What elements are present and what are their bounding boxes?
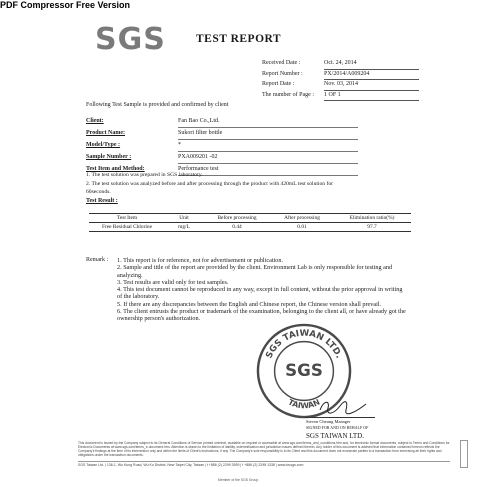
seal-bottom-text: TAIWAN	[286, 397, 322, 411]
table-cell: 97.7	[333, 223, 411, 232]
note-line: 1. The test solution was prepared in SGS laboratory.	[86, 172, 203, 178]
watermark-banner: PDF Compressor Free Version	[0, 0, 131, 10]
column-header: After processing	[271, 214, 333, 223]
meta-value: Nov. 03, 2014	[324, 80, 419, 91]
field-label: Test Item and Method:	[86, 166, 145, 172]
remarks-list	[117, 257, 407, 323]
signature-line	[305, 417, 375, 418]
remark-item: 6. The client entrusts the product or trademark of the examination, belonging to the client all, or have already got the ownership person's authorization.	[117, 308, 406, 323]
column-header: Test Item	[89, 214, 165, 223]
field-value: Sukori filter bottle	[178, 128, 358, 140]
side-barcode	[460, 440, 468, 468]
field-row	[86, 140, 358, 152]
remark-label: Remark :	[86, 257, 109, 263]
field-value: PXA009201 -02	[178, 152, 358, 164]
field-value: *	[178, 140, 358, 152]
field-row	[86, 128, 358, 140]
member-of-group: Member of the SGS Group	[218, 478, 259, 482]
meta-row	[262, 70, 419, 81]
svg-text:TAIWAN	[287, 397, 322, 410]
report-title: TEST REPORT	[196, 33, 282, 45]
meta-label: Report Number :	[262, 70, 303, 77]
remark-item: 1. This report is for reference, not for advertisement or publication.	[117, 257, 284, 264]
field-label: Client:	[86, 118, 104, 124]
meta-row	[262, 80, 419, 91]
field-label: Model/Type :	[86, 142, 121, 148]
result-table	[89, 213, 411, 232]
signatory-name: Steven Cheung Manager	[306, 419, 351, 424]
column-header: Elimination ratio(%)	[333, 214, 411, 223]
meta-value: PX/2014/A009204	[324, 70, 419, 81]
seal-top-text: SGS TAIWAN LTD.	[264, 328, 344, 361]
test-notes	[86, 171, 386, 197]
signature-mark	[318, 398, 368, 416]
field-value: Performance test	[178, 164, 358, 176]
table-header-row	[89, 214, 411, 223]
table-cell: Free Residual Chlorine	[89, 223, 165, 232]
meta-row	[262, 91, 419, 102]
column-header: Unit	[165, 214, 203, 223]
table-cell: 0.01	[271, 223, 333, 232]
table-cell: mg/L	[165, 223, 203, 232]
seal-center-text: SGS	[285, 360, 323, 380]
field-label: Product Name:	[86, 130, 126, 136]
field-label: Sample Number :	[86, 154, 132, 160]
meta-value: 1 OF 1	[324, 91, 419, 102]
report-meta	[262, 59, 419, 101]
field-row	[86, 152, 358, 164]
remark-item: 2. Sample and title of the report are provided by the client. Environment Lab is only responsible for testing and analyzing.	[117, 264, 393, 279]
meta-label: The number of Page :	[262, 91, 314, 98]
legal-fineprint: This document is issued by the Company subject to its General Conditions of Service printed overleaf, available on request or accessible at www.sgs.com/terms_and_conditions.htm and, for electronic format documents, subject to Terms and Conditions for Electronic Documents at www.sgs.com/terms_e-document.htm. Attention is drawn to the limitation of liability, indemnification and jurisdiction issues defined therein. Any holder of this document is advised that information contained hereon reflects the Company's findings at the time of its intervention only and within the limits of Client's instructions, if any. The Company's sole responsibility is to its Client and this document does not exonerate parties to a transaction from exercising all their rights and obligations under the transaction documents.	[78, 441, 450, 457]
sgs-logo: SGS	[95, 22, 166, 57]
table-cell: 0.44	[203, 223, 271, 232]
remark-item: 4. This test document cannot be reproduced in any way, except in full content, without the prior approval in writing of the laboratory.	[117, 286, 403, 301]
sample-fields	[86, 116, 358, 176]
meta-label: Received Date :	[262, 60, 301, 66]
note-line: 2. The test solution was analyzed before and after processing through the product with 420mL test solution for	[86, 180, 333, 187]
intro-text: Following Test Sample is provided and confirmed by client	[86, 102, 229, 108]
meta-value: Oct. 24, 2014	[324, 59, 419, 70]
signatory-company: SGS TAIWAN LTD.	[306, 432, 364, 440]
company-footer: SGS Taiwan Ltd. | 136-1, Wu Kung Road, Wu Ku District, New Taipei City, Taiwan | t +886 (2) 2299 3939 | f +886 (2) 2298 1338 | www.tw.sgs.com	[78, 461, 450, 467]
table-row	[89, 223, 411, 232]
result-heading: Test Result :	[86, 198, 118, 204]
field-row	[86, 116, 358, 128]
meta-row	[262, 59, 419, 70]
field-value: Fan Bao Co.,Ltd.	[178, 116, 358, 128]
remark-item: 5. If there are any discrepancies between the English and Chinese report, the Chinese version shall prevail.	[117, 300, 382, 308]
note-line: 60seconds.	[86, 189, 111, 195]
signed-on-behalf: SIGNED FOR AND ON BEHALF OF	[306, 425, 369, 430]
column-header: Before processing	[203, 214, 271, 223]
remark-item: 3. Test results are valid only for test samples.	[117, 278, 229, 286]
meta-label: Report Date :	[262, 81, 295, 87]
